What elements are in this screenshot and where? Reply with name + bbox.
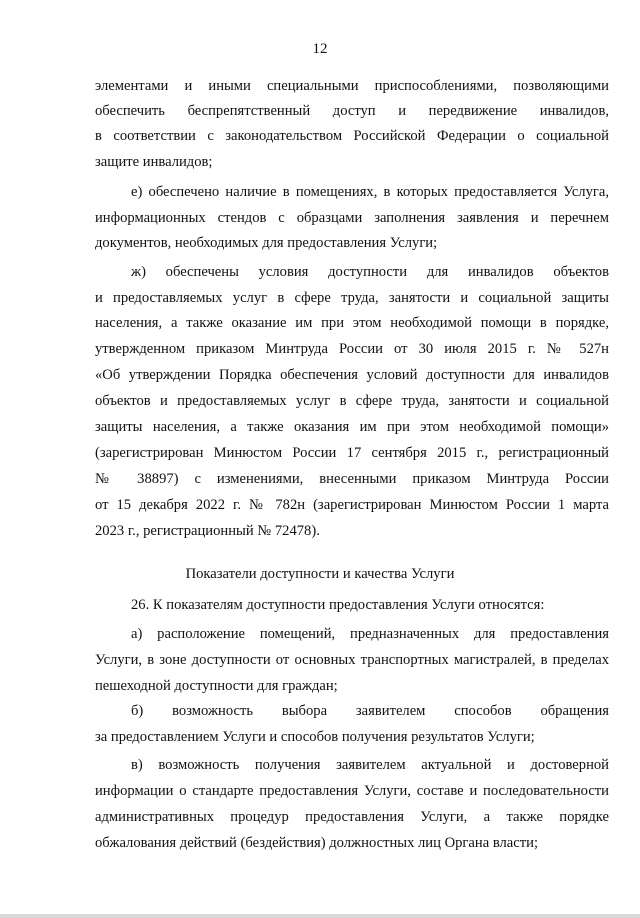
- text-line: в соответствии с законодательством Российской Федерации о социальной: [95, 128, 609, 144]
- text-line: в) возможность получения заявителем актуальной и достоверной: [131, 757, 609, 773]
- text-line: за предоставлением Услуги и способов получения результатов Услуги;: [95, 729, 535, 745]
- text-line: пешеходной доступности для граждан;: [95, 678, 338, 694]
- text-line: документов, необходимых для предоставления Услуги;: [95, 235, 438, 251]
- page-bottom-edge: [0, 914, 640, 918]
- text-line: информационных стендов с образцами заполнения заявления и перечнем: [95, 210, 609, 226]
- text-line: обеспечить беспрепятственный доступ и передвижение инвалидов,: [95, 103, 609, 119]
- text-line: 26. К показателям доступности предоставления Услуги относятся:: [131, 597, 545, 613]
- text-line: информации о стандарте предоставления Услуги, составе и последовательности: [95, 783, 609, 799]
- text-line: утвержденном приказом Минтруда России от 30 июля 2015 г. № 527н: [95, 341, 609, 357]
- text-line: защите инвалидов;: [95, 154, 213, 170]
- section-heading: Показатели доступности и качества Услуги: [185, 566, 455, 582]
- text-line: населения, а также оказание им при этом необходимой помощи в порядке,: [95, 315, 609, 331]
- text-line: «Об утверждении Порядка обеспечения условий доступности для инвалидов: [95, 367, 609, 383]
- text-line: ж) обеспечены условия доступности для инвалидов объектов: [131, 264, 609, 280]
- text-line: объектов и предоставляемых услуг в сфере труда, занятости и социальной: [95, 393, 609, 409]
- text-line: обжалования действий (бездействия) должностных лиц Органа власти;: [95, 835, 538, 851]
- text-line: административных процедур предоставления Услуги, а также порядке: [95, 809, 609, 825]
- text-line: б) возможность выбора заявителем способов обращения: [131, 703, 609, 719]
- text-line: (зарегистрирован Минюстом России 17 сентября 2015 г., регистрационный: [95, 445, 609, 461]
- text-line: защиты населения, а также оказания им при этом необходимой помощи»: [95, 419, 609, 435]
- text-line: и предоставляемых услуг в сфере труда, занятости и социальной защиты: [95, 290, 609, 306]
- text-line: Услуги, в зоне доступности от основных транспортных магистралей, в пределах: [95, 652, 609, 668]
- text-line: от 15 декабря 2022 г. № 782н (зарегистрирован Минюстом России 1 марта: [95, 497, 609, 513]
- text-line: № 38897) с изменениями, внесенными приказом Минтруда России: [95, 471, 609, 487]
- page-number: 12: [312, 41, 328, 57]
- text-line: е) обеспечено наличие в помещениях, в которых предоставляется Услуга,: [131, 184, 609, 200]
- text-line: а) расположение помещений, предназначенных для предоставления: [131, 626, 609, 642]
- text-line: 2023 г., регистрационный № 72478).: [95, 523, 320, 539]
- text-line: элементами и иными специальными приспособлениями, позволяющими: [95, 78, 609, 94]
